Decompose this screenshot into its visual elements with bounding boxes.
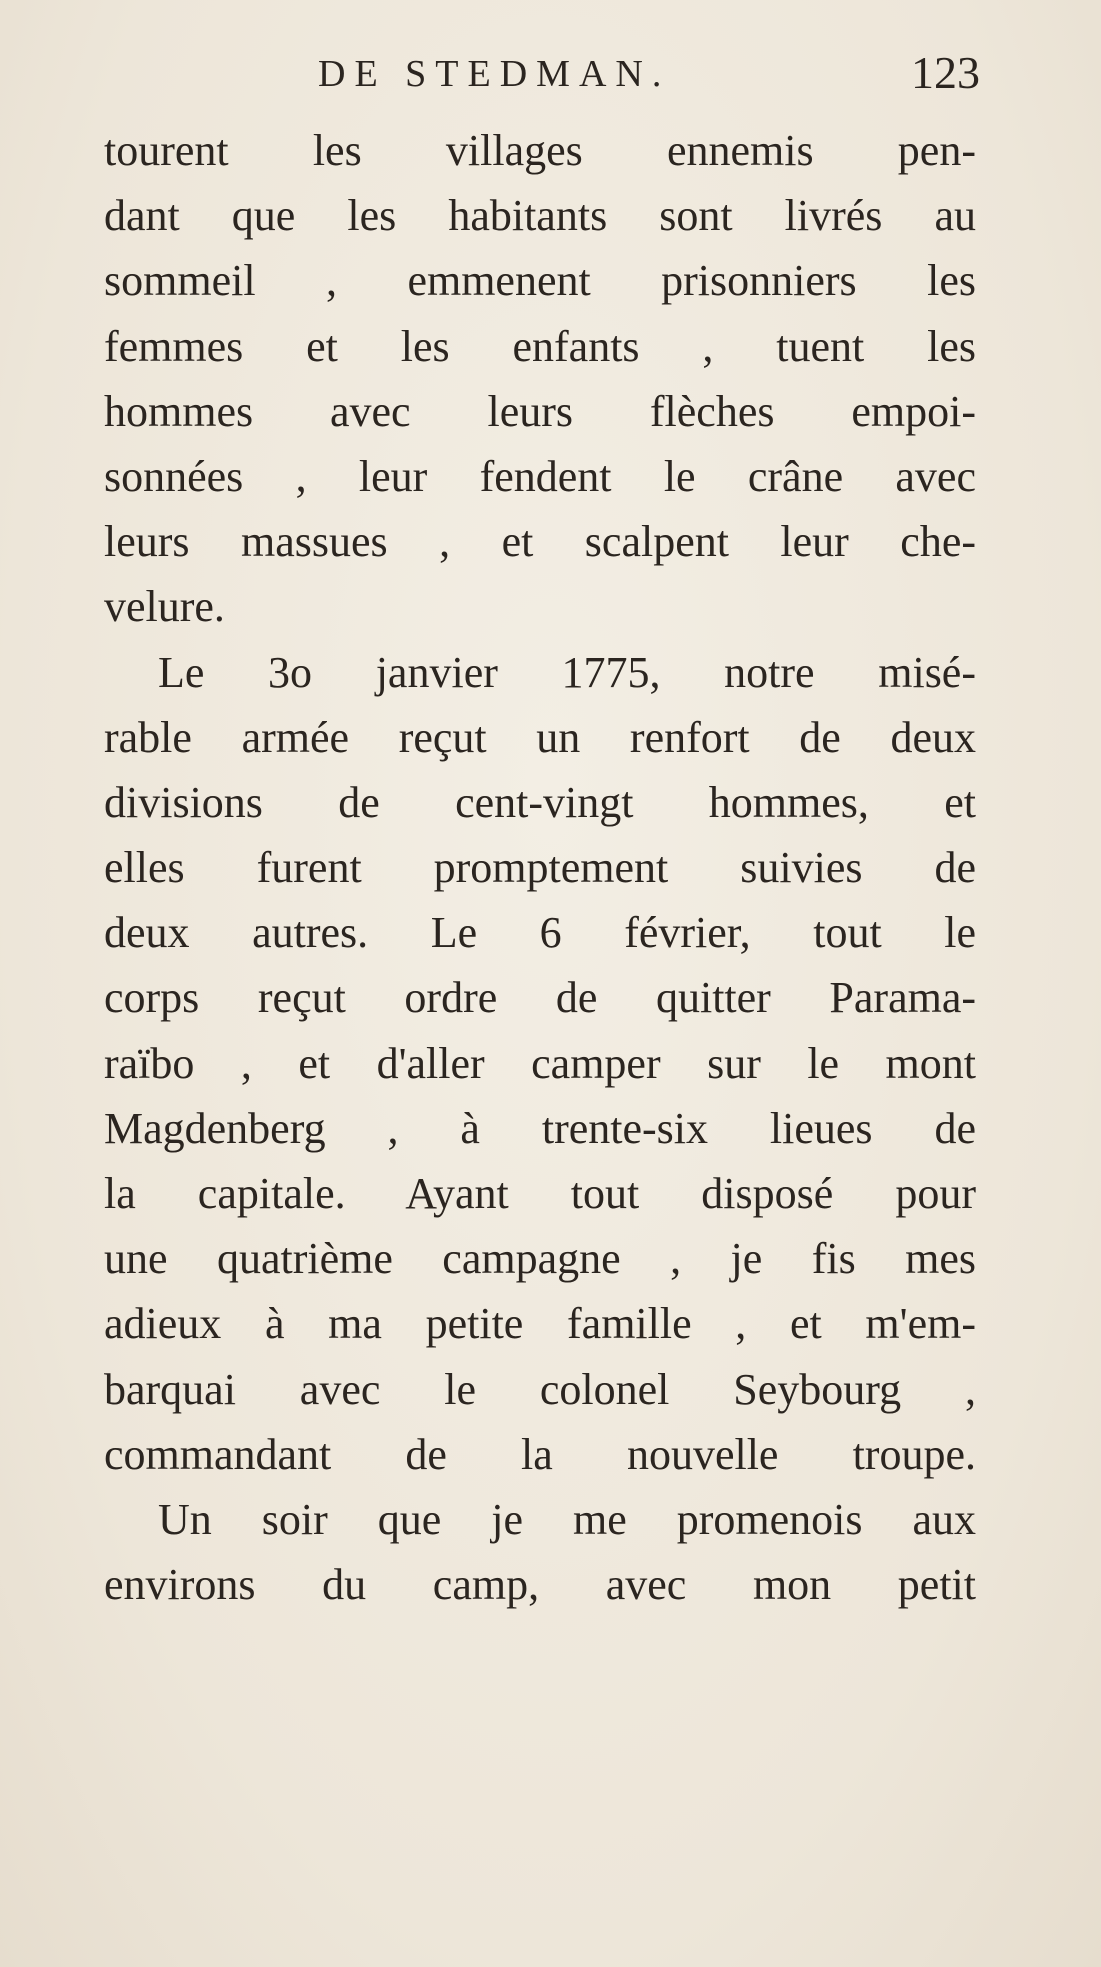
text-line: divisions de cent-vingt hommes, et: [104, 777, 976, 827]
text-line: adieux à ma petite famille , et m'em-: [104, 1299, 976, 1349]
text-line: leurs massues , et scalpent leur che-: [104, 517, 976, 567]
text-line: corps reçut ordre de quitter Parama-: [104, 973, 976, 1023]
text-line: velure.: [104, 582, 225, 632]
text-line: Le 3o janvier 1775, notre misé-: [158, 647, 976, 697]
text-line: Magdenberg , à trente-six lieues de: [104, 1103, 976, 1153]
text-line: raïbo , et d'aller camper sur le mont: [104, 1038, 976, 1088]
body-text: [104, 118, 976, 1617]
page-number: 123: [911, 47, 980, 98]
text-line: une quatrième campagne , je fis mes: [104, 1234, 976, 1284]
text-line: barquai avec le colonel Seybourg ,: [104, 1364, 976, 1414]
text-line: rable armée reçut un renfort de deux: [104, 712, 976, 762]
text-line: environs du camp, avec mon petit: [104, 1560, 976, 1610]
text-line: tourent les villages ennemis pen-: [104, 126, 976, 175]
text-line: dant que les habitants sont livrés au: [104, 191, 976, 241]
text-line: femmes et les enfants , tuent les: [104, 321, 976, 371]
text-line: Un soir que je me promenois aux: [158, 1494, 976, 1544]
page-header: [318, 47, 980, 108]
running-title: DE STEDMAN.: [318, 53, 671, 95]
text-line: elles furent promptement suivies de: [104, 843, 976, 893]
text-line: hommes avec leurs flèches empoi-: [104, 386, 976, 436]
text-line: la capitale. Ayant tout disposé pour: [104, 1169, 976, 1218]
text-line: commandant de la nouvelle troupe.: [104, 1429, 976, 1479]
text-line: sonnées , leur fendent le crâne avec: [104, 451, 976, 501]
text-line: deux autres. Le 6 février, tout le: [104, 908, 976, 958]
text-line: sommeil , emmenent prisonniers les: [104, 256, 976, 306]
